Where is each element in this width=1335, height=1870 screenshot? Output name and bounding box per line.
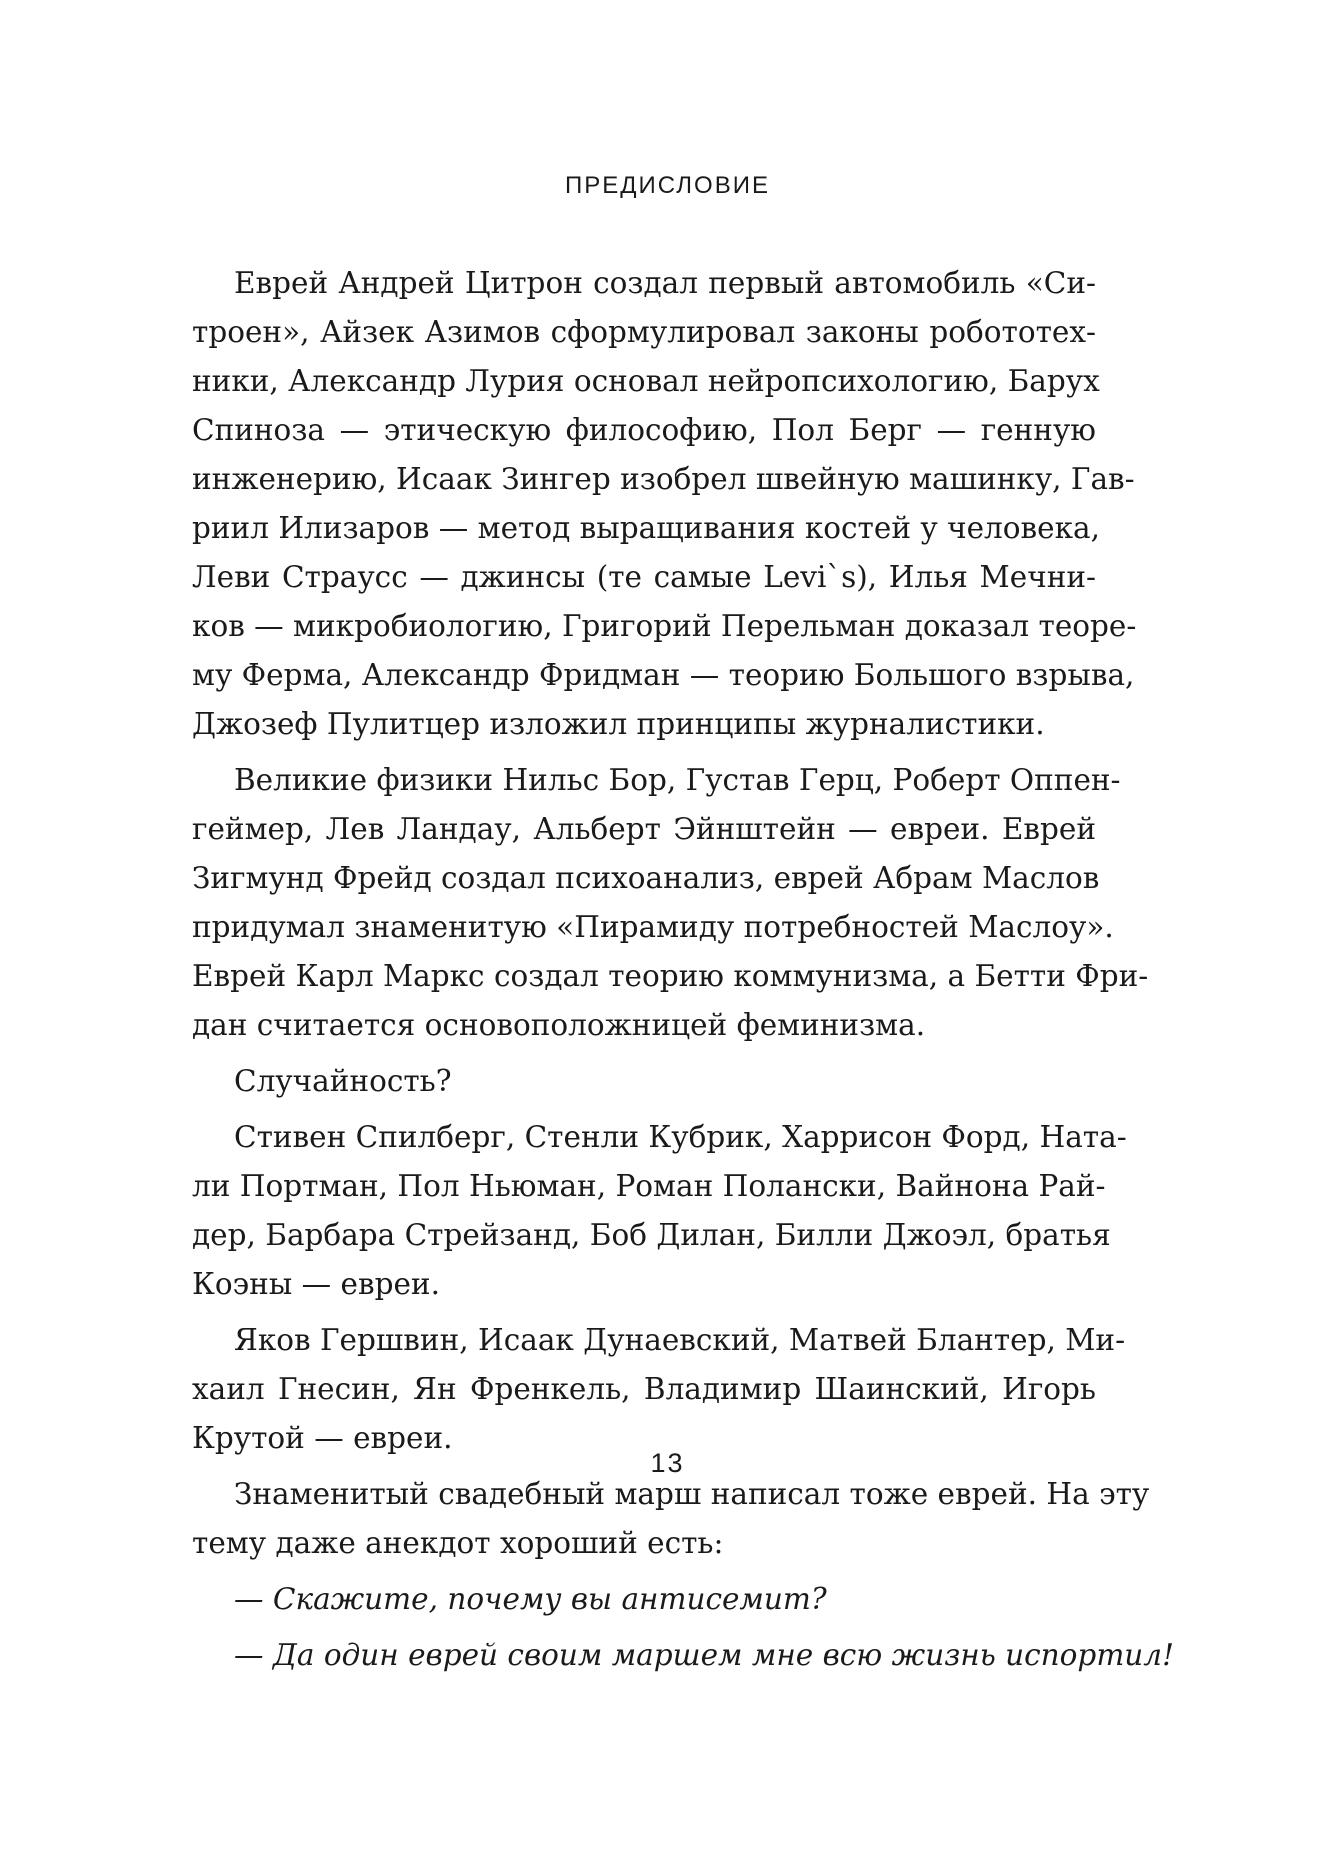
text-line: ков — микробиологию, Григорий Перельман доказал теоре- <box>192 609 1137 643</box>
text-line: Спиноза — этическую философию, Пол Берг — генную <box>192 413 1096 447</box>
text-line: му Ферма, Александр Фридман — теорию Большого взрыва, <box>192 658 1135 692</box>
text-line: Стивен Спилберг, Стенли Кубрик, Харрисон Форд, Ната- <box>234 1120 1127 1154</box>
text-line: геймер, Лев Ландау, Альберт Эйнштейн — евреи. Еврей <box>192 812 1096 846</box>
text-line: Знаменитый свадебный марш написал тоже еврей. На эту <box>234 1477 1150 1511</box>
text-line: хаил Гнесин, Ян Френкель, Владимир Шаинский, Игорь <box>192 1372 1096 1406</box>
text-line: риил Илизаров — метод выращивания костей у человека, <box>192 511 1101 545</box>
paragraph <box>192 1316 1126 1463</box>
paragraph <box>192 756 1149 1050</box>
text-line: Великие физики Нильс Бор, Густав Герц, Роберт Оппен- <box>234 763 1121 797</box>
text-line: тему даже анекдот хороший есть: <box>192 1526 724 1560</box>
text-line: дан считается основоположницей феминизма. <box>192 1008 926 1042</box>
text-line: троен», Айзек Азимов сформулировал законы робототех- <box>192 315 1096 349</box>
paragraph <box>192 1113 1127 1309</box>
text-line: Яков Гершвин, Исаак Дунаевский, Матвей Блантер, Ми- <box>234 1323 1126 1357</box>
text-line: Джозеф Пулитцер изложил принципы журналистики. <box>192 707 1045 741</box>
text-line: Коэны — евреи. <box>192 1267 440 1301</box>
text-line: ники, Александр Лурия основал нейропсихологию, Барух <box>192 364 1100 398</box>
text-line: ли Портман, Пол Ньюман, Роман Полански, Вайнона Рай- <box>192 1169 1106 1203</box>
text-line: — Да один еврей своим маршем мне всю жизнь испортил! <box>234 1638 1174 1672</box>
text-line: Случайность? <box>234 1064 452 1098</box>
page-number: 13 <box>650 1448 685 1478</box>
paragraph <box>192 1470 1150 1568</box>
dialogue-line <box>192 1575 1096 1624</box>
text-line: Еврей Андрей Цитрон создал первый автомобиль «Си- <box>234 266 1096 300</box>
paragraph <box>192 1057 1096 1106</box>
text-line: инженерию, Исаак Зингер изобрел швейную машинку, Гав- <box>192 462 1135 496</box>
text-line: Еврей Карл Маркс создал теорию коммунизма, а Бетти Фри- <box>192 959 1149 993</box>
text-line: Леви Страусс — джинсы (те самые Levi`s), Илья Мечни- <box>192 560 1096 594</box>
running-head: ПРЕДИСЛОВИЕ <box>565 172 770 199</box>
text-line: придумал знаменитую «Пирамиду потребностей Маслоу». <box>192 910 1114 944</box>
text-line: Зигмунд Фрейд создал психоанализ, еврей Абрам Маслов <box>192 861 1100 895</box>
paragraph <box>192 259 1137 749</box>
text-line: Крутой — евреи. <box>192 1421 453 1455</box>
text-line: — Скажите, почему вы антисемит? <box>234 1582 827 1616</box>
text-line: дер, Барбара Стрейзанд, Боб Дилан, Билли Джоэл, братья <box>192 1218 1111 1252</box>
dialogue-line <box>192 1631 1174 1680</box>
